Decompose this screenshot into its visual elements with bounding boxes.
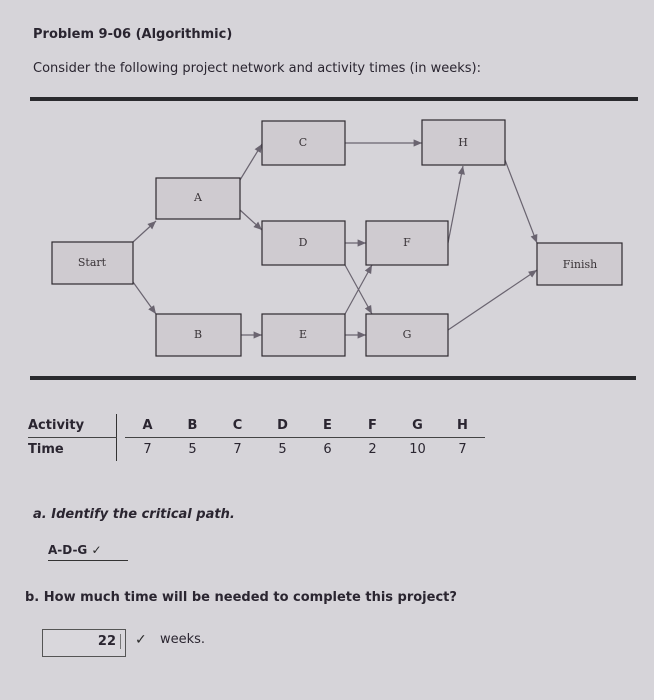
critical-path-answer xyxy=(48,543,128,561)
time-d: 5 xyxy=(278,442,287,457)
question-b: b. How much time will be needed to complete this project? xyxy=(25,590,457,605)
activity-d: D xyxy=(260,414,305,438)
node-a-label: A xyxy=(194,191,202,204)
time-unit-label: weeks. xyxy=(160,632,206,647)
node-g xyxy=(366,314,448,356)
activity-h: H xyxy=(440,414,485,438)
node-finish-label: Finish xyxy=(562,258,598,271)
edge-a-d xyxy=(240,210,262,230)
node-h xyxy=(422,120,505,165)
activity-c: C xyxy=(215,414,260,438)
time-c: 7 xyxy=(233,442,242,457)
node-c-label: C xyxy=(298,136,308,149)
question-a: a. Identify the critical path. xyxy=(33,507,235,522)
edge-start-b xyxy=(133,282,156,314)
node-b-label: B xyxy=(193,328,203,341)
activity-a: A xyxy=(125,414,170,438)
time-b: 5 xyxy=(188,442,197,457)
node-f xyxy=(366,221,448,265)
divider-bottom xyxy=(30,376,636,380)
activity-g: G xyxy=(395,414,440,438)
node-e xyxy=(262,314,345,356)
activity-row-label: Activity xyxy=(28,414,117,438)
node-d-label: D xyxy=(298,236,308,249)
node-d xyxy=(262,221,345,265)
time-e: 6 xyxy=(323,442,332,457)
node-finish xyxy=(537,243,622,285)
node-g-label: G xyxy=(402,328,412,341)
time-a: 7 xyxy=(143,442,152,457)
project-time-value: 22 xyxy=(98,634,121,649)
node-c xyxy=(262,121,345,165)
activity-f: F xyxy=(350,414,395,438)
node-e-label: E xyxy=(298,328,308,341)
check-icon: ✓ xyxy=(91,543,102,557)
edge-f-h xyxy=(448,166,463,243)
activity-b: B xyxy=(170,414,215,438)
problem-intro: Consider the following project network and activity times (in weeks): xyxy=(33,61,481,76)
project-time-input[interactable] xyxy=(42,629,126,657)
activity-time-table xyxy=(28,414,485,461)
edge-a-c xyxy=(240,144,262,180)
edge-start-a xyxy=(133,221,156,242)
node-h-label: H xyxy=(458,136,468,149)
activity-row xyxy=(28,414,485,438)
node-b xyxy=(156,314,241,356)
node-f-label: F xyxy=(403,236,411,249)
time-h: 7 xyxy=(458,442,467,457)
node-start-label: Start xyxy=(77,256,107,269)
node-start xyxy=(52,242,133,284)
edge-h-finish xyxy=(505,160,537,243)
activity-e: E xyxy=(305,414,350,438)
critical-path-value: A-D-G xyxy=(48,543,88,557)
time-f: 2 xyxy=(368,442,377,457)
time-g: 10 xyxy=(409,442,426,457)
problem-title: Problem 9-06 (Algorithmic) xyxy=(33,27,233,42)
time-row xyxy=(28,438,485,462)
node-a xyxy=(156,178,240,219)
edge-g-finish xyxy=(448,270,537,330)
check-icon: ✓ xyxy=(135,632,147,648)
time-row-label: Time xyxy=(28,442,64,457)
